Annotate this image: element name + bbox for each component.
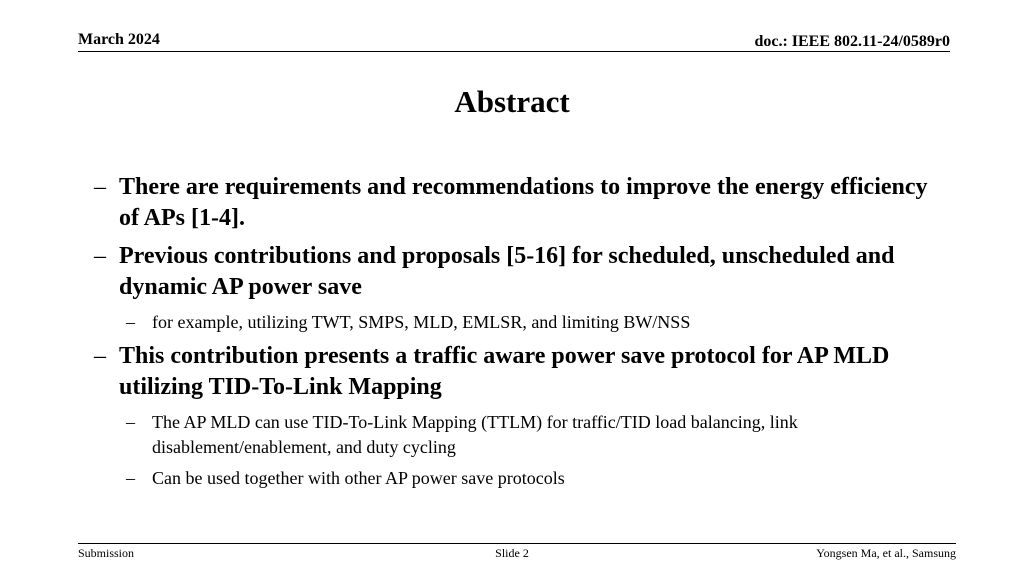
- bullet-3-marker: –: [94, 343, 106, 369]
- bullet-3-sub-1-marker: –: [126, 412, 135, 432]
- bullet-2-sub-1: [94, 310, 944, 335]
- footer-submission: Submission: [78, 546, 135, 560]
- slide-title: Abstract: [454, 84, 570, 119]
- footer-slide-number: Slide 2: [495, 546, 529, 560]
- bullet-3-sub-2: [94, 466, 944, 491]
- bullet-1-marker: –: [94, 174, 106, 200]
- bullet-2-sub-1-text: for example, utilizing TWT, SMPS, MLD, EMLSR, and limiting BW/NSS: [152, 312, 691, 332]
- bullet-1: [94, 172, 944, 234]
- bullet-2: [94, 241, 944, 303]
- bullet-3-sub-1-text: The AP MLD can use TID-To-Link Mapping (TTLM) for traffic/TID load balancing, link disablement/enablement, and duty cycling: [152, 412, 798, 457]
- header-doc-id: doc.: IEEE 802.11-24/0589r0: [754, 33, 950, 50]
- bullet-3-sub-2-text: Can be used together with other AP power save protocols: [152, 468, 565, 488]
- bullet-1-text: There are requirements and recommendations to improve the energy efficiency of APs [1-4].: [119, 174, 928, 231]
- bullet-3-sub-1: [94, 410, 944, 460]
- slide-body: [94, 172, 944, 497]
- bullet-3: [94, 341, 944, 403]
- bullet-2-marker: –: [94, 243, 106, 269]
- bullet-3-sub-2-marker: –: [126, 468, 135, 488]
- header-divider: [78, 51, 950, 52]
- bullet-2-text: Previous contributions and proposals [5-16] for scheduled, unscheduled and dynamic AP power save: [119, 243, 895, 300]
- bullet-3-text: This contribution presents a traffic aware power save protocol for AP MLD utilizing TID-To-Link Mapping: [119, 343, 890, 400]
- footer-authors: Yongsen Ma, et al., Samsung: [816, 546, 956, 560]
- bullet-2-sub-1-marker: –: [126, 312, 135, 332]
- header-date: March 2024: [78, 31, 160, 48]
- footer-divider: [78, 543, 956, 544]
